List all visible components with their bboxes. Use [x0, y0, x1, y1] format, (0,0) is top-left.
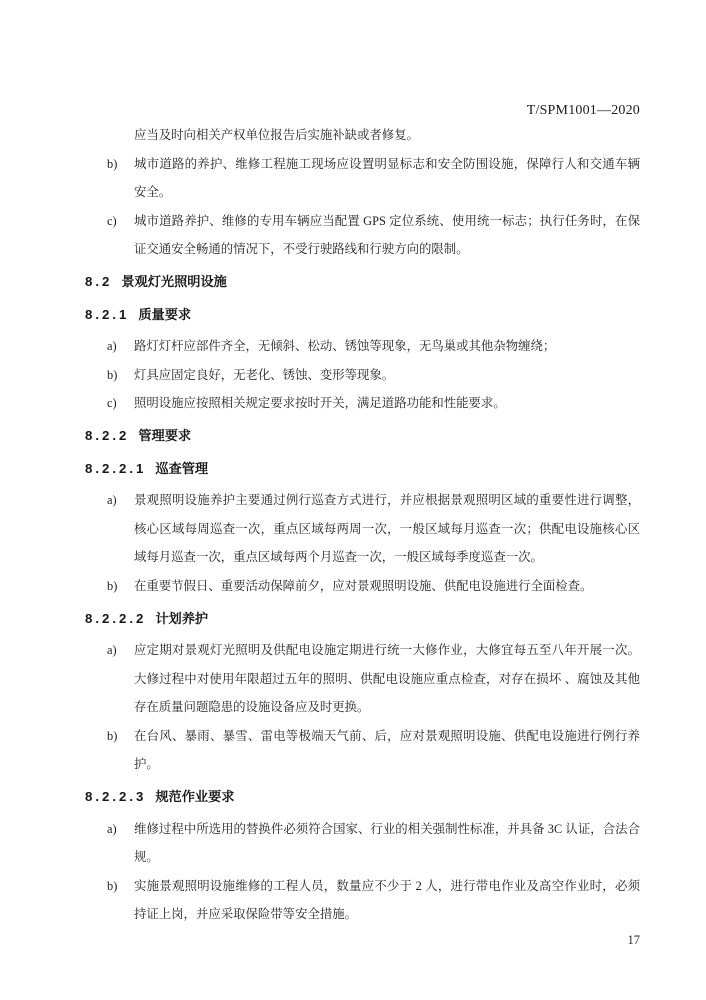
- section-title: 巡查管理: [155, 460, 209, 476]
- section-number: 8.2.1: [85, 306, 130, 322]
- list-item-marker: b): [107, 367, 118, 382]
- section-title: 景观灯光照明设施: [121, 273, 227, 289]
- list-item-marker: a): [107, 493, 117, 508]
- page-number: 17: [627, 933, 640, 947]
- section-heading: [85, 268, 640, 297]
- list-item-text: 在台风、暴雨、暴雪、雷电等极端天气前、后，应对景观照明设施、供配电设施进行例行养护。: [134, 728, 640, 772]
- list-item: [85, 636, 640, 722]
- list-item-text: 景观照明设施养护主要通过例行巡查方式进行，并应根据景观照明区域的重要性进行调整，核心区域每周巡查一次，重点区域每两周一次，一般区域每月巡查一次；供配电设施核心区域每月巡查一次，重点区域每两个月巡查一次，一般区域每季度巡查一次。: [134, 493, 640, 565]
- list-item-marker: b): [107, 728, 118, 743]
- section-title: 规范作业要求: [155, 789, 235, 805]
- list-item: [85, 150, 640, 207]
- list-item: [85, 815, 640, 872]
- section-heading: [85, 783, 640, 812]
- list-item: [85, 722, 640, 779]
- list-item-marker: b): [107, 156, 118, 171]
- section-heading: [85, 301, 640, 330]
- list-item-text: 照明设施应按照相关规定要求按时开关，满足道路功能和性能要求。: [134, 396, 506, 411]
- paragraph-continuation: 应当及时向相关产权单位报告后实施补缺或者修复。: [134, 128, 419, 142]
- list-item-marker: a): [107, 339, 117, 354]
- page-content: [85, 100, 640, 929]
- section-heading: [85, 455, 640, 484]
- list-item: [85, 389, 640, 418]
- list-item-text: 路灯灯杆应部件齐全，无倾斜、松动、锈蚀等现象，无鸟巢或其他杂物缠绕；: [134, 339, 556, 354]
- section-number: 8.2: [85, 273, 113, 289]
- list-item-text: 灯具应固定良好，无老化、锈蚀、变形等现象。: [134, 367, 395, 382]
- list-item-marker: c): [107, 213, 117, 228]
- list-item-text: 实施景观照明设施维修的工程人员，数量应不少于 2 人，进行带电作业及高空作业时，必须持证上岗，并应采取保险带等安全措施。: [134, 878, 640, 922]
- section-number: 8.2.2.1: [85, 460, 147, 476]
- section-title: 管理要求: [138, 427, 192, 443]
- list-item: [85, 872, 640, 929]
- section-heading: [85, 605, 640, 634]
- section-number: 8.2.2.3: [85, 789, 147, 805]
- section-title: 计划养护: [155, 610, 209, 626]
- list-item: [85, 332, 640, 361]
- section-number: 8.2.2: [85, 427, 130, 443]
- list-item: [85, 361, 640, 390]
- list-item-marker: b): [107, 578, 118, 593]
- list-item-marker: a): [107, 821, 117, 836]
- list-item-text: 应定期对景观灯光照明及供配电设施定期进行统一大修作业，大修宜每五至八年开展一次。大修过程中对使用年限超过五年的照明、供配电设施应重点检查，对存在损坏 、腐蚀及其他存在质量问题隐患的设施设备应及时更换。: [134, 643, 640, 715]
- standard-code-header: T/SPM1001—2020: [526, 103, 640, 118]
- list-item-text: 在重要节假日、重要活动保障前夕，应对景观照明设施、供配电设施进行全面检查。: [134, 578, 593, 593]
- list-item: [85, 572, 640, 601]
- list-item-marker: b): [107, 878, 118, 893]
- list-item: [85, 486, 640, 572]
- section-title: 质量要求: [138, 306, 192, 322]
- list-item-text: 城市道路的养护、维修工程施工现场应设置明显标志和安全防围设施，保障行人和交通车辆安全。: [134, 156, 640, 200]
- list-item: [85, 207, 640, 264]
- section-heading: [85, 422, 640, 451]
- section-number: 8.2.2.2: [85, 610, 147, 626]
- list-item-marker: c): [107, 396, 117, 411]
- list-item-text: 维修过程中所选用的替换件必须符合国家、行业的相关强制性标准，并具备 3C 认证，合法合规。: [134, 821, 640, 865]
- list-item-marker: a): [107, 643, 117, 658]
- list-item-text: 城市道路养护、维修的专用车辆应当配置 GPS 定位系统、使用统一标志；执行任务时，在保证交通安全畅通的情况下，不受行驶路线和行驶方向的限制。: [134, 213, 640, 257]
- document-body: [85, 121, 640, 929]
